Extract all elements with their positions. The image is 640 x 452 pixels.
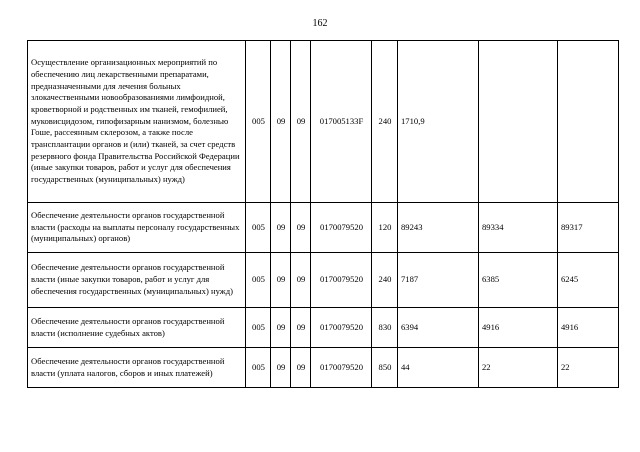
amount-year-1: 44: [398, 348, 479, 388]
amount-year-1: 6394: [398, 308, 479, 348]
target-article-code: 0170079520: [311, 253, 372, 308]
subsection-code: 09: [291, 203, 311, 253]
target-article-code: 017005133F: [311, 41, 372, 203]
amount-year-2: 89334: [479, 203, 558, 253]
ministry-code: 005: [246, 308, 271, 348]
amount-year-1: 89243: [398, 203, 479, 253]
amount-year-2: 22: [479, 348, 558, 388]
expense-type-code: 850: [372, 348, 398, 388]
ministry-code: 005: [246, 348, 271, 388]
amount-year-2: 4916: [479, 308, 558, 348]
amount-year-2: [479, 41, 558, 203]
amount-year-3: 6245: [558, 253, 619, 308]
table-row: [28, 348, 619, 388]
amount-year-3: 4916: [558, 308, 619, 348]
table-row: [28, 203, 619, 253]
expense-type-code: 240: [372, 253, 398, 308]
subsection-code: 09: [291, 308, 311, 348]
amount-year-3: 89317: [558, 203, 619, 253]
expense-type-code: 120: [372, 203, 398, 253]
section-code: 09: [271, 253, 291, 308]
row-description: Обеспечение деятельности органов государственной власти (исполнение судебных актов): [28, 308, 246, 348]
ministry-code: 005: [246, 203, 271, 253]
ministry-code: 005: [246, 41, 271, 203]
target-article-code: 0170079520: [311, 308, 372, 348]
budget-table: [27, 40, 619, 388]
row-description: Обеспечение деятельности органов государственной власти (иные закупки товаров, работ и услуг для обеспечения государственных (муниципальных) нужд): [28, 253, 246, 308]
table-row: [28, 308, 619, 348]
section-code: 09: [271, 41, 291, 203]
target-article-code: 0170079520: [311, 203, 372, 253]
section-code: 09: [271, 203, 291, 253]
table-row: [28, 41, 619, 203]
amount-year-1: 1710,9: [398, 41, 479, 203]
subsection-code: 09: [291, 253, 311, 308]
amount-year-2: 6385: [479, 253, 558, 308]
section-code: 09: [271, 348, 291, 388]
subsection-code: 09: [291, 41, 311, 203]
expense-type-code: 830: [372, 308, 398, 348]
amount-year-3: 22: [558, 348, 619, 388]
ministry-code: 005: [246, 253, 271, 308]
table-body: [28, 41, 619, 388]
section-code: 09: [271, 308, 291, 348]
table-row: [28, 253, 619, 308]
amount-year-3: [558, 41, 619, 203]
target-article-code: 0170079520: [311, 348, 372, 388]
row-description: Осуществление организационных мероприятий по обеспечению лиц лекарственными препаратами, предназначенными для лечения больных злокачественными новообразованиями лимфоидной, кроветворной и родственных им тканей, гемофилией, муковисцидозом, гипофизарным нанизмом, болезнью Гоше, рассеянным склерозом, а также после трансплантации органов и (или) тканей, за счет средств резервного фонда Правительства Российской Федерации (иные закупки товаров, работ и услуг для обеспечения государственных (муниципальных) нужд): [28, 41, 246, 203]
row-description: Обеспечение деятельности органов государственной власти (уплата налогов, сборов и иных платежей): [28, 348, 246, 388]
subsection-code: 09: [291, 348, 311, 388]
expense-type-code: 240: [372, 41, 398, 203]
amount-year-1: 7187: [398, 253, 479, 308]
page-number: 162: [312, 18, 328, 29]
row-description: Обеспечение деятельности органов государственной власти (расходы на выплаты персоналу государственных (муниципальных) органов): [28, 203, 246, 253]
